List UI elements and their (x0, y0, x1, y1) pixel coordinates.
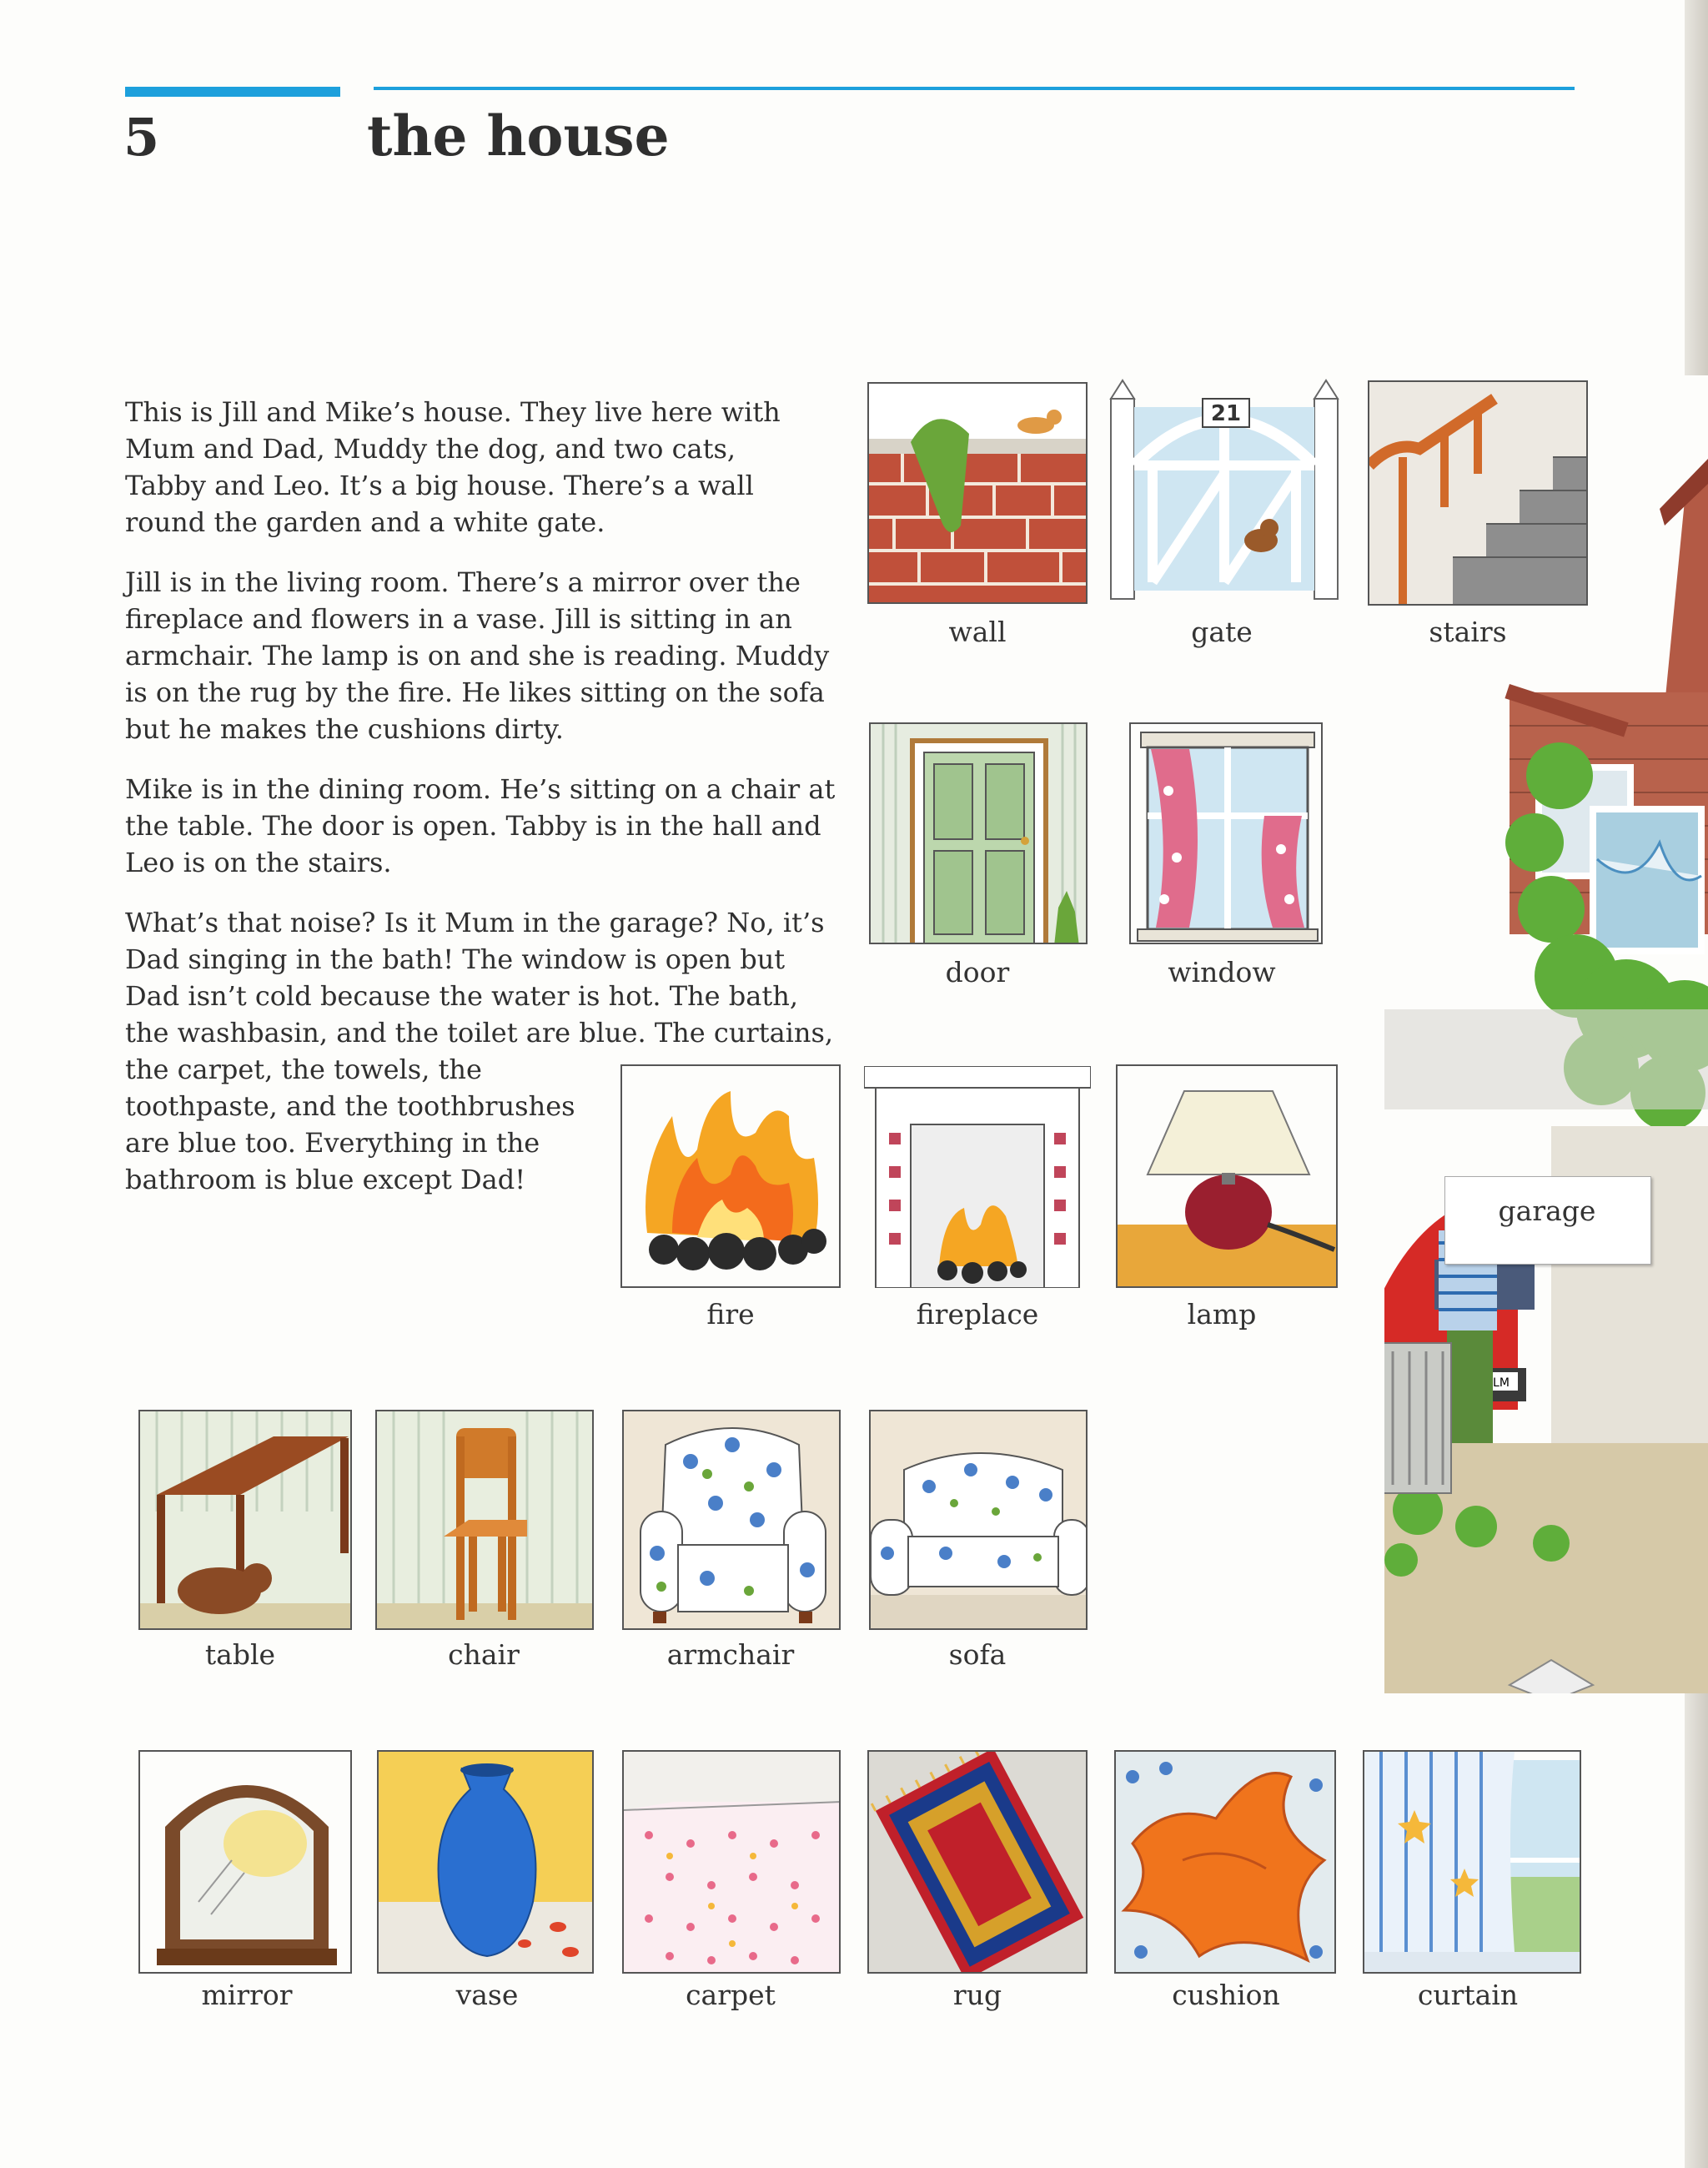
label-stairs: stairs (1429, 616, 1507, 648)
label-table: table (204, 1638, 276, 1671)
label-carpet: carpet (686, 1979, 776, 2011)
svg-text:21: 21 (1210, 401, 1242, 426)
vase-image (379, 1752, 594, 1974)
fireplace-image (864, 1066, 1091, 1288)
story-paragraph: This is Jill and Mike’s house. They live here with Mum and Dad, Muddy the dog, and two cats, Tabby and Leo. It’s a big house. There’s a wall round the garden and a white gate. (125, 396, 781, 538)
stairs-image (1369, 382, 1588, 606)
svg-text:LM: LM (1493, 1376, 1510, 1390)
curtain-picture (1363, 1750, 1581, 1974)
vase-picture (377, 1750, 594, 1974)
rug-picture (867, 1750, 1088, 1974)
fireplace-picture (864, 1066, 1091, 1288)
label-mirror: mirror (201, 1979, 293, 2011)
cushion-image (1116, 1752, 1336, 1974)
label-sofa: sofa (948, 1638, 1007, 1671)
carpet-image (624, 1752, 841, 1974)
sofa-picture (869, 1410, 1088, 1630)
table-picture (138, 1410, 352, 1630)
armchair-picture (622, 1410, 841, 1630)
gate-image (1103, 374, 1341, 607)
label-fireplace: fireplace (916, 1298, 1039, 1330)
cushion-picture (1114, 1750, 1336, 1974)
label-cushion: cushion (1172, 1979, 1280, 2011)
chair-image (377, 1411, 594, 1630)
label-rug: rug (952, 1979, 1002, 2011)
label-door: door (945, 956, 1010, 988)
mirror-image (140, 1752, 352, 1974)
fire-image (622, 1066, 841, 1288)
lamp-picture (1116, 1064, 1338, 1288)
label-curtain: curtain (1417, 1979, 1519, 2011)
label-armchair: armchair (666, 1638, 795, 1671)
curtain-image (1364, 1752, 1581, 1974)
door-image (871, 724, 1088, 944)
garage-label: garage (1498, 1195, 1596, 1227)
rug-image (869, 1752, 1088, 1974)
gate-picture (1103, 374, 1341, 607)
door-picture (869, 722, 1088, 944)
lamp-image (1118, 1066, 1338, 1288)
armchair-image (624, 1411, 841, 1630)
wall-picture (867, 382, 1088, 604)
header-rule-left (125, 87, 340, 97)
window-image (1131, 724, 1323, 944)
label-vase: vase (455, 1979, 519, 2011)
label-chair: chair (448, 1638, 520, 1671)
stairs-picture (1368, 380, 1588, 606)
story-paragraph: Jill is in the living room. There’s a mirror over the fireplace and flowers in a vase. Jill is sitting in an armchair. The lamp is on and she is reading. Muddy is on the rug by the fire. He likes sitting on the sofa but he makes the cushions dirty. (125, 566, 830, 745)
chapter-title: the house (367, 103, 670, 169)
chair-picture (375, 1410, 594, 1630)
story-paragraph: What’s that noise? Is it Mum in the garage? No, it’s Dad singing in the bath! The window is open but Dad isn’t cold because the water is hot. The bath, the washbasin, and the toilet are blue. The curtains, (125, 907, 834, 1049)
label-window: window (1168, 956, 1276, 988)
header-rule-right (374, 87, 1575, 90)
story-paragraph: the carpet, the towels, the toothpaste, and the toothbrushes are blue too. Everything in the bathroom is blue except Dad! (125, 1054, 575, 1195)
chapter-number: 5 (123, 107, 160, 168)
wall-image (869, 384, 1088, 604)
label-lamp: lamp (1187, 1298, 1257, 1330)
table-image (140, 1411, 352, 1630)
mirror-picture (138, 1750, 352, 1974)
window-picture (1129, 722, 1323, 944)
carpet-picture (622, 1750, 841, 1974)
fire-picture (620, 1064, 841, 1288)
story-paragraph: Mike is in the dining room. He’s sitting on a chair at the table. The door is open. Tabby is in the hall and Leo is on the stairs. (125, 773, 836, 878)
label-fire: fire (706, 1298, 755, 1330)
sofa-image (871, 1411, 1088, 1630)
label-wall: wall (948, 616, 1007, 648)
label-gate: gate (1191, 616, 1253, 648)
